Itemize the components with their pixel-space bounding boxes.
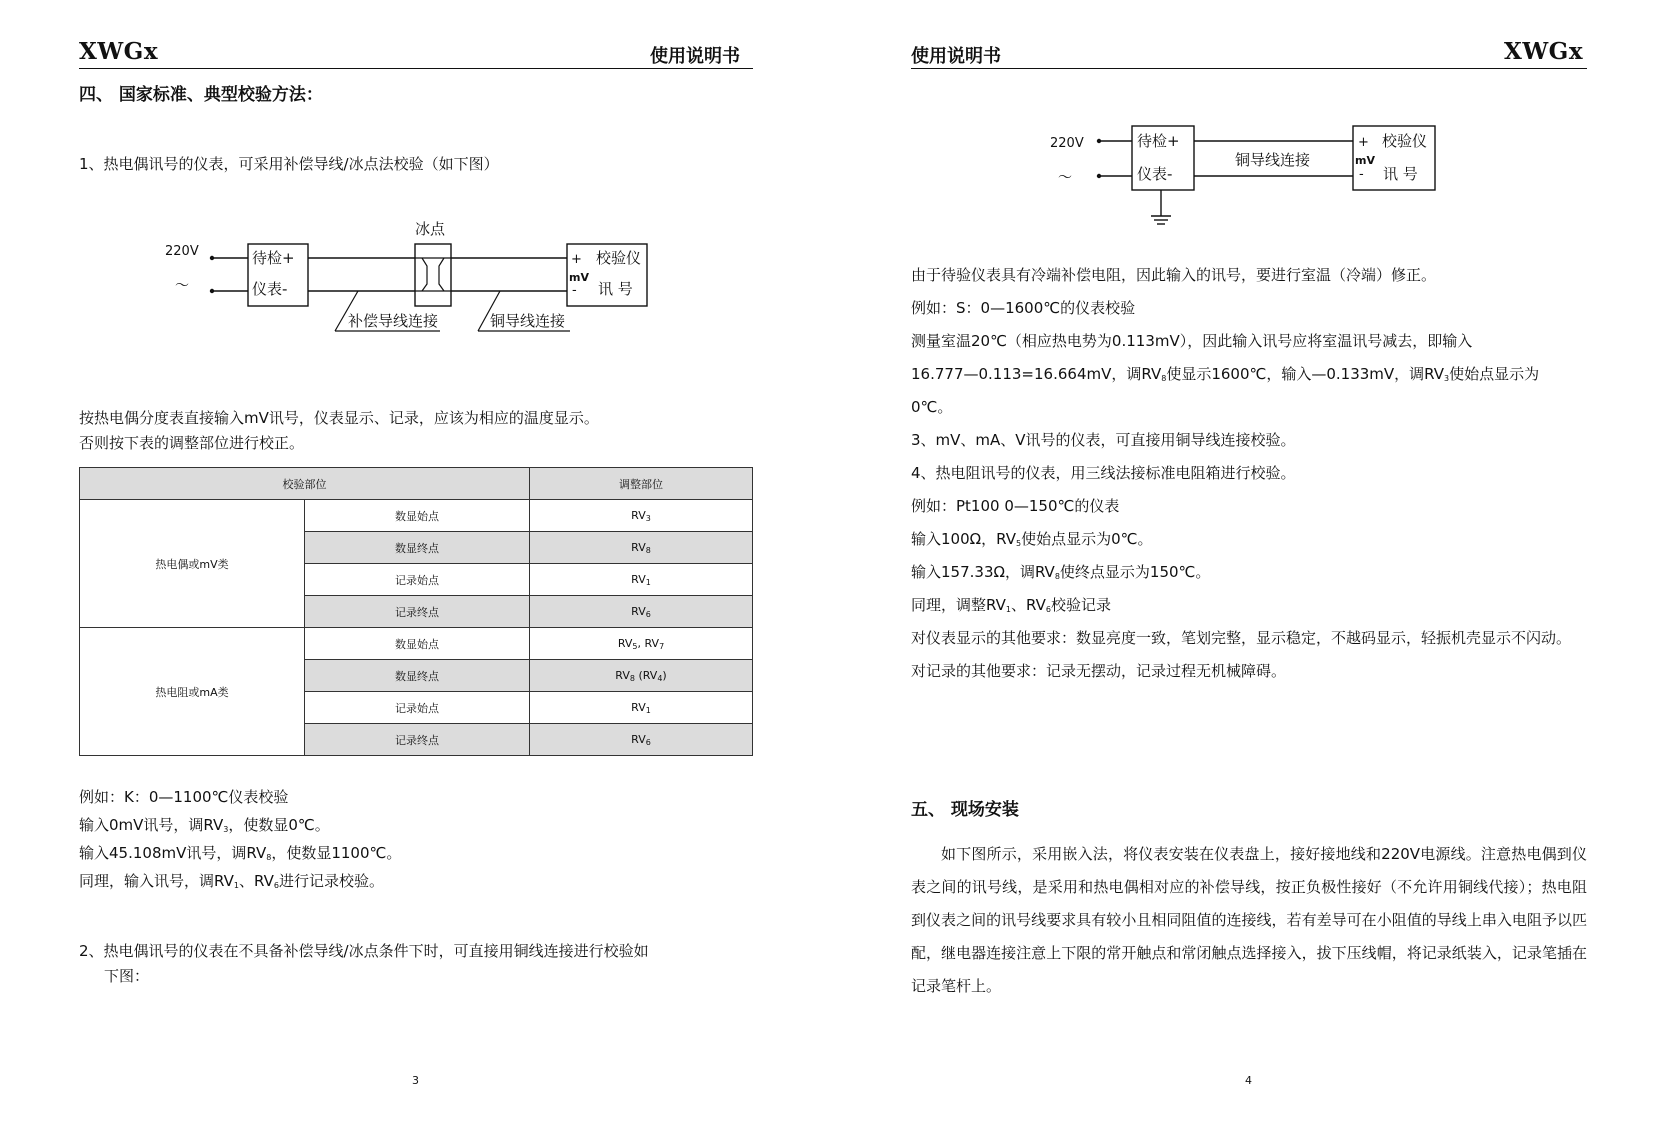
- device-line2: 仪表-: [252, 280, 288, 298]
- copper-wire-label: 铜导线连接: [1235, 151, 1311, 169]
- note-line: 输入157.33Ω，调$RV_8$使终点显示为150℃。: [911, 563, 1211, 581]
- note-line: 3、mV、mA、V讯号的仪表，可直接用铜导线连接校验。: [911, 431, 1296, 449]
- brand-logo: XWGx: [79, 38, 159, 65]
- note-line: 例如：Pt100 0—150℃的仪表: [911, 497, 1120, 515]
- check-part: 数显始点: [305, 500, 530, 532]
- para1-line1: 按热电偶分度表直接输入mV讯号，仪表显示、记录，应该为相应的温度显示。: [79, 409, 599, 427]
- note-line: 例如：S：0—1600℃的仪表校验: [911, 299, 1136, 317]
- calibrator-mv: mV: [1355, 154, 1375, 167]
- copper-wire-label: 铜导线连接: [490, 312, 566, 330]
- ice-point-box: [415, 244, 451, 306]
- calibrator-line1: 校验仪: [1382, 132, 1428, 150]
- check-part: 数显终点: [305, 532, 530, 564]
- check-part: 数显终点: [305, 660, 530, 692]
- note-line: 4、热电阻讯号的仪表，用三线法接标准电阻箱进行校验。: [911, 464, 1296, 482]
- header-title: 使用说明书: [911, 46, 1001, 67]
- calibrator-mv: mV: [569, 271, 589, 284]
- check-part: 记录始点: [305, 564, 530, 596]
- adjust-part: $RV_1$: [530, 692, 753, 724]
- check-part: 数显始点: [305, 628, 530, 660]
- example-line1: 例如：K：0—1100℃仪表校验: [79, 788, 289, 806]
- example-line3: 输入45.108mV讯号，调$RV_8$，使数显1100℃。: [79, 844, 402, 862]
- table-header-row: [80, 468, 753, 500]
- page-number: 4: [1245, 1074, 1252, 1087]
- note-line: 0℃。: [911, 398, 953, 416]
- item-2-line2: 下图：: [104, 967, 150, 985]
- header-title: 使用说明书: [650, 46, 740, 67]
- group-name: 热电偶或mV类: [80, 500, 305, 628]
- adjust-part: $RV_6$: [530, 596, 753, 628]
- note-line: 同理，调整$RV_1$、$RV_6$校验记录: [911, 596, 1111, 614]
- comp-wire-label: 补偿导线连接: [348, 312, 439, 330]
- item-2-line1: 2、热电偶讯号的仪表在不具备补偿导线/冰点条件下时，可直接用铜线连接进行校验如: [79, 942, 649, 960]
- device-line1: 待检+: [1137, 132, 1180, 150]
- note-line: 对记录的其他要求：记录无摆动，记录过程无机械障碍。: [911, 662, 1287, 680]
- check-part: 记录终点: [305, 724, 530, 756]
- calibrator-line2: 讯 号: [1383, 165, 1418, 183]
- adjust-part: $RV_1$: [530, 564, 753, 596]
- section-5-body: 如下图所示，采用嵌入法，将仪表安装在仪表盘上，接好接地线和220V电源线。注意热电偶到仪表之间的讯号线，是采用和热电偶相对应的补偿导线，按正负极性接好（不允许用铜线代接）；热电阻到仪表之间的讯号线要求具有较小且相同阻值的连接线，若有差导可在小阻值的导线上串入电阻予以匹配，继电器连接注意上下限的常开触点和常闭触点选择接入，拔下压线帽，将记录纸装入，记录笔插在记录笔杆上。: [911, 845, 1587, 995]
- header-rule: [79, 68, 753, 69]
- section-4-title: 四、 国家标准、典型校验方法：: [79, 85, 323, 105]
- tilde-label: ～: [1058, 170, 1072, 186]
- adjust-part: $RV_3$: [530, 500, 753, 532]
- power-label: 220V: [1050, 136, 1084, 151]
- table-row: [80, 500, 753, 532]
- device-line1: 待检+: [252, 249, 295, 267]
- device-line2: 仪表-: [1137, 165, 1173, 183]
- check-part: 记录终点: [305, 596, 530, 628]
- note-line: 16.777—0.113=16.664mV，调$RV_8$使显示1600℃，输入—0.133mV，调$RV_3$使始点显示为: [911, 365, 1540, 383]
- item-1-text: 1、热电偶讯号的仪表，可采用补偿导线/冰点法校验（如下图）: [79, 155, 499, 173]
- note-line: 由于待验仪表具有冷端补偿电阻，因此输入的讯号，要进行室温（冷端）修正。: [911, 266, 1437, 284]
- table-row: [80, 628, 753, 660]
- calibration-notes: [911, 259, 1587, 688]
- power-label: 220V: [165, 244, 199, 259]
- group-name: 热电阻或mA类: [80, 628, 305, 756]
- note-line: 输入100Ω，$RV_5$使始点显示为0℃。: [911, 530, 1153, 548]
- note-line: 测量室温20℃（相应热电势为0.113mV），因此输入讯号应将室温讯号减去，即输入: [911, 332, 1473, 350]
- header-check-part: 校验部位: [80, 468, 530, 500]
- calibrator-plus: +: [1358, 135, 1369, 150]
- brand-logo: XWGx: [1504, 38, 1584, 65]
- calibrator-minus: -: [572, 283, 577, 298]
- adjust-part: $RV_8$ $(RV_4)$: [530, 660, 753, 692]
- note-line: 对仪表显示的其他要求：数显亮度一致，笔划完整，显示稳定，不越码显示，轻振机壳显示不闪动。: [911, 629, 1572, 647]
- calibrator-plus: +: [571, 252, 582, 267]
- adjust-part: $RV_8$: [530, 532, 753, 564]
- adjust-part: $RV_5$, $RV_7$: [530, 628, 753, 660]
- diagram-copper-wire-calibration: [1040, 120, 1450, 230]
- para1-line2: 否则按下表的调整部位进行校正。: [79, 434, 305, 452]
- header-adjust-part: 调整部位: [530, 468, 753, 500]
- calibrator-line2: 讯 号: [598, 280, 633, 298]
- calibrator-minus: -: [1359, 167, 1364, 182]
- example-line2: 输入0mV讯号，调$RV_3$，使数显0℃。: [79, 816, 330, 834]
- section-5-title: 五、 现场安装: [911, 800, 1019, 820]
- diagram-ice-point-calibration: [150, 220, 660, 355]
- page-number: 3: [412, 1074, 419, 1087]
- check-part: 记录始点: [305, 692, 530, 724]
- example-line4: 同理，输入讯号，调$RV_1$、$RV_6$进行记录校验。: [79, 872, 384, 890]
- adjust-part: $RV_6$: [530, 724, 753, 756]
- calibration-table: [79, 467, 753, 756]
- ice-point-label: 冰点: [415, 220, 446, 238]
- header-rule: [911, 68, 1587, 69]
- tilde-label: ～: [175, 278, 189, 294]
- calibrator-line1: 校验仪: [596, 249, 642, 267]
